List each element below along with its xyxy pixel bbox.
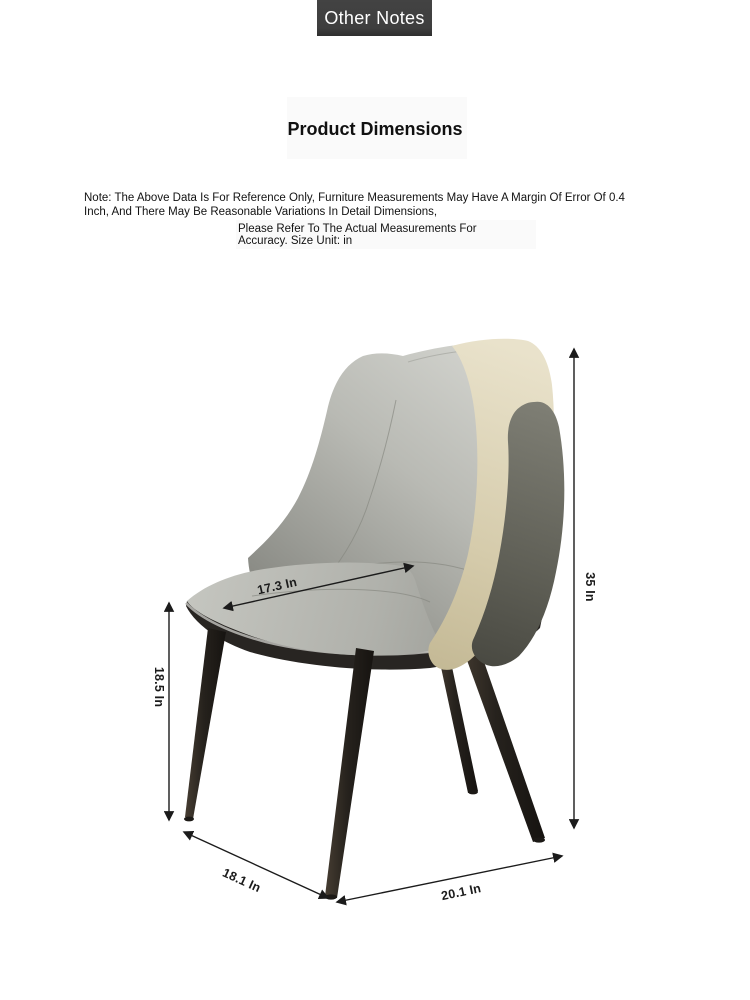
base-width-label: 20.1 In [439,881,483,904]
overall-height-label: 35 In [583,572,597,602]
seat-depth-label: 17.3 In [255,574,299,598]
chair-foot-right [533,837,545,842]
note-line-1: Note: The Above Data Is For Reference Only, Furniture Measurements May Have A Margin Of Error Of 0.4 [84,192,625,204]
seat-height-label: 18.5 In [152,666,166,708]
chair-leg-front-center [325,648,374,898]
base-depth-label: 18.1 In [220,865,263,896]
chair-leg-front-left [185,628,226,819]
note-line-4: Accuracy. Size Unit: in [238,235,353,247]
note-line-3: Please Refer To The Actual Measurements For [238,223,477,235]
dimension-seat-height [152,603,169,820]
dimension-base-width [337,856,562,903]
other-notes-label: Other Notes [324,7,425,28]
chair-seat [187,562,442,655]
note-line-2: Inch, And There May Be Reasonable Variations In Detail Dimensions, [84,206,438,218]
chair-foot-front-left [184,817,194,822]
dimension-base-depth [184,832,328,898]
page-title: Product Dimensions [287,119,463,139]
chair-foot-back [468,790,478,795]
dimension-overall-height [574,349,597,828]
